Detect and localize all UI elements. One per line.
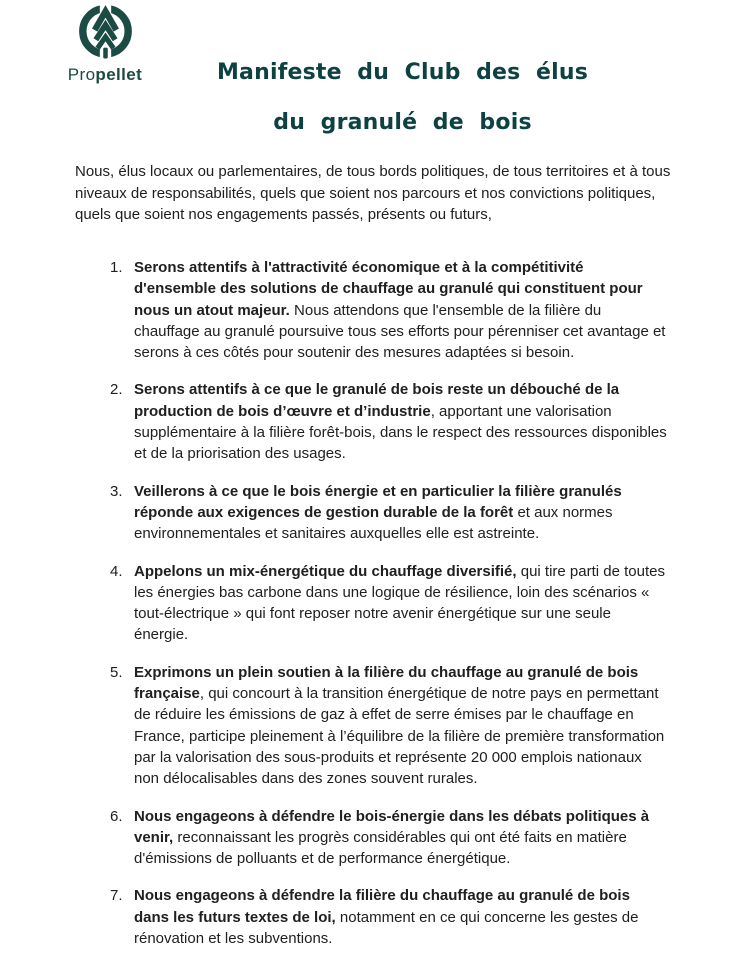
document-title-line1: Manifeste du Club des élus (216, 60, 589, 85)
list-item (110, 806, 670, 870)
list-item (110, 257, 670, 363)
list-item-number: 2. (110, 381, 123, 399)
list-item-number: 5. (110, 663, 123, 681)
list-item-text: Veillerons à ce que le bois énergie et en particulier la filière granulés réponde aux exigences de gestion durable de la forêt et aux normes environnementales et sanitaires auxquelles elle est astreinte. (134, 482, 622, 543)
brand-prefix: Pro (67, 65, 96, 84)
list-item-text: Exprimons un plein soutien à la filière du chauffage au granulé de bois française, qui concourt à la transition énergétique de notre pays en permettant de réduire les émissions de gaz à effet de serre émises par le chauffage en France, participe pleinement à l’équilibre de la filière de première transformation par la valorisation des sous-produits et représente 20 000 emplois nationaux non délocalisables dans des zones souvent rurales. (134, 663, 665, 788)
list-item-number: 4. (110, 562, 123, 580)
list-item-text: Appelons un mix-énergétique du chauffage diversifié, qui tire parti de toutes les énergies bas carbone dans une logique de résilience, loin des scénarios « tout-électrique » qui font reposer notre avenir énergétique sur une seule énergie. (134, 562, 665, 644)
intro-paragraph: Nous, élus locaux ou parlementaires, de tous bords politiques, de tous territoires et à tous niveaux de responsabilités, quels que soient nos parcours et nos convictions politiques, quels que soient nos engagements passés, présents ou futurs, (75, 163, 671, 223)
list-item-number: 7. (110, 887, 123, 905)
list-item-number: 3. (110, 482, 123, 500)
list-item-number: 6. (110, 807, 123, 825)
brand-suffix: pellet (95, 65, 143, 84)
list-item-text: Nous engageons à défendre la filière du chauffage au granulé de bois dans les futurs textes de loi, notamment en ce qui concerne les gestes de rénovation et les subventions. (134, 887, 639, 948)
manifesto-list (110, 257, 670, 965)
list-item-number: 1. (110, 259, 123, 276)
list-item (110, 481, 670, 545)
list-item-text: Nous engageons à défendre le bois-énergie dans les débats politiques à venir, reconnaissant les progrès considérables qui ont été faits en matière d'émissions de polluants et de performance énergétique. (134, 807, 650, 868)
list-item-text: Serons attentifs à l'attractivité économique et à la compétitivité d'ensemble des solutions de chauffage au granulé qui constituent pour nous un atout majeur. Nous attendons que l'ensemble de la filière du chauffage au granulé poursuive tous ses efforts pour pérenniser cet avantage et serons à ces côtés pour soutenir des mesures adaptées si besoin. (134, 259, 666, 362)
list-item (110, 379, 670, 464)
list-item (110, 561, 670, 646)
list-item (110, 885, 670, 949)
document-title-line2: du granulé de bois (273, 110, 532, 135)
document-title (55, 48, 750, 148)
list-item-text: Serons attentifs à ce que le granulé de bois reste un débouché de la production de bois d’œuvre et d’industrie, apportant une valorisation supplémentaire à la filière forêt-bois, dans le respect des ressources disponibles et de la priorisation des usages. (134, 381, 667, 463)
list-item (110, 662, 670, 790)
